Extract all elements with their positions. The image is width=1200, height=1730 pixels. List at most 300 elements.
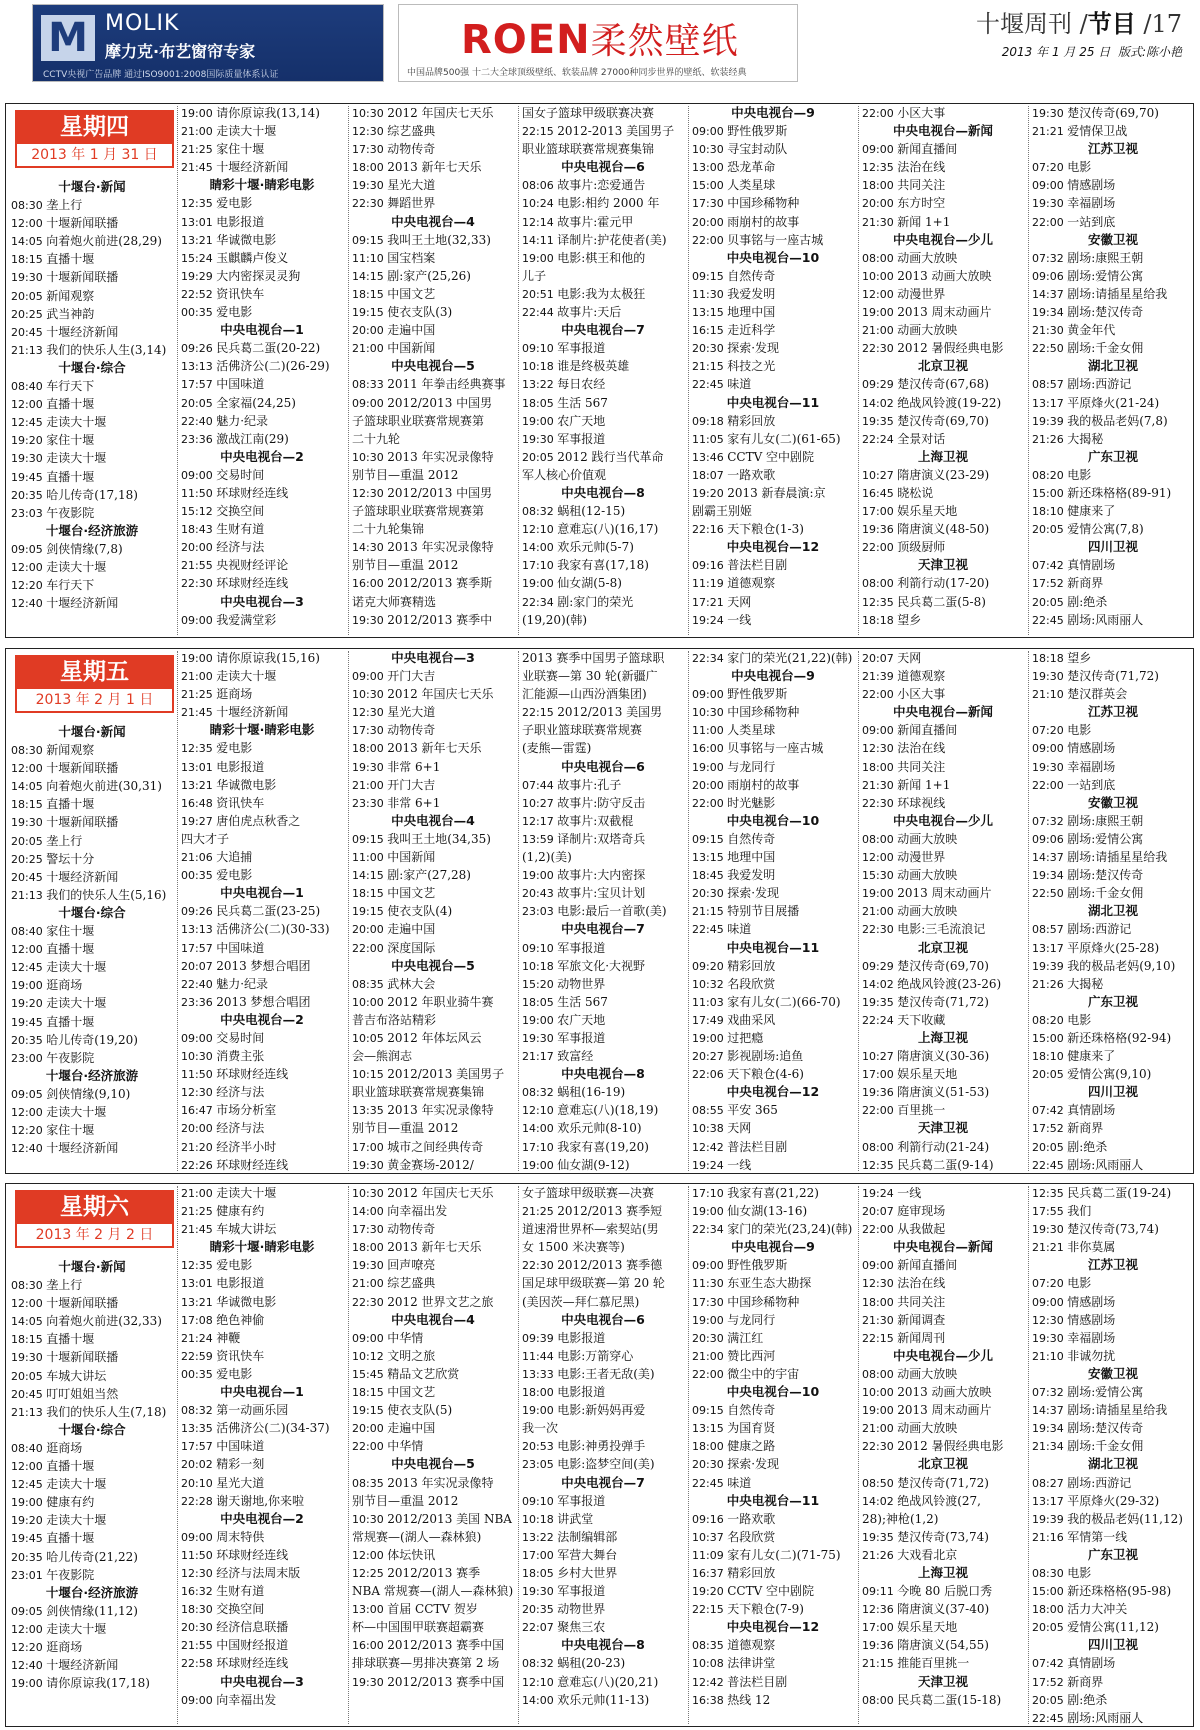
program-row (859, 412, 1027, 430)
program-title: 隋唐演义(48-50) (897, 522, 990, 537)
program-title: 女子篮球甲级联赛—决赛 (522, 1186, 655, 1200)
program-time: 17:57 (181, 941, 217, 955)
channel-heading: 中央电视台—11 (726, 1492, 820, 1508)
program-row (178, 739, 346, 757)
program-row (689, 1401, 857, 1419)
program-row (1029, 1101, 1197, 1119)
program-time: 13:21 (181, 778, 217, 792)
program-time: 17:30 (692, 197, 728, 211)
program-time: 13:15 (692, 306, 728, 320)
program-title: 我们的快乐人生(7,18) (46, 1404, 167, 1419)
program-row (1029, 285, 1197, 303)
program-time: 22:00 (1032, 215, 1068, 229)
program-title: 别节目—重温 2012 (352, 558, 459, 573)
program-title: 科技之光 (727, 359, 776, 374)
program-time: 12:35 (862, 1158, 898, 1172)
program-time: 20:30 (692, 887, 728, 901)
program-title: 家有儿女(二)(66-70) (727, 994, 841, 1009)
program-title: 新还珠格格(92-94) (1067, 1030, 1172, 1045)
program-time: 22:50 (1032, 887, 1068, 901)
program-row (349, 1065, 517, 1083)
program-row (8, 1529, 176, 1547)
program-time: 09:00 (1032, 742, 1068, 756)
program-time: 08:20 (1032, 1013, 1068, 1027)
program-title: 电影报道 (557, 1330, 606, 1345)
program-title: 2013 新春晨演:京 (727, 485, 826, 500)
program-row (8, 976, 176, 994)
program-row (519, 1047, 687, 1065)
program-time: 22:30 (862, 1440, 898, 1454)
program-row (519, 1347, 687, 1365)
program-time: 21:55 (181, 1639, 217, 1653)
program-row (519, 1618, 687, 1636)
program-time: 15:00 (692, 179, 728, 193)
program-title: 我一次 (522, 1421, 559, 1436)
program-time: 09:00 (862, 1259, 898, 1273)
program-time: 10:24 (522, 197, 558, 211)
program-title: 楚汉传奇(71,72) (897, 994, 989, 1009)
program-title: 小区大事 (897, 106, 946, 120)
program-row (1029, 339, 1197, 357)
day-name: 星期六 (60, 1193, 129, 1220)
program-time: 19:20 (692, 486, 728, 500)
program-time: 16:15 (692, 324, 728, 338)
program-title: 2012-2013 美国男子 (557, 124, 675, 139)
program-time: 23:05 (522, 1458, 558, 1472)
program-title: 精彩一刻 (216, 1457, 265, 1472)
program-title: 为国育贤 (727, 1421, 776, 1436)
program-time: 10:08 (692, 1657, 728, 1671)
program-title: 电影:新妈妈再爱 (557, 1403, 646, 1418)
program-time: 09:00 (862, 724, 898, 738)
program-row (519, 848, 687, 866)
program-row (178, 430, 346, 448)
program-time: 22:45 (692, 923, 728, 937)
program-time: 19:00 (692, 760, 728, 774)
program-title: 楚汉传奇(67,68) (897, 377, 989, 392)
program-title: 剧:绝杀 (1067, 1139, 1108, 1154)
program-row (689, 1202, 857, 1220)
program-time: 07:32 (1032, 251, 1068, 265)
program-time: 09:20 (692, 959, 728, 973)
molik-advertisement[interactable] (32, 4, 384, 82)
program-title: 逛商场 (46, 978, 83, 993)
program-time: 13:01 (181, 1277, 217, 1291)
program-title: 法治在线 (897, 1276, 946, 1291)
roen-tagline: 中国品牌500强 十二大全球顶级壁纸、软装品牌 27000种同步世界的壁纸、软装经典 (407, 68, 747, 78)
program-time: 10:18 (522, 360, 558, 374)
program-time: 19:24 (692, 613, 728, 627)
program-title: 舞蹈世界 (387, 196, 436, 211)
program-time: 19:00 (522, 251, 558, 265)
channel-heading: 中央电视台—11 (726, 394, 820, 410)
program-title: 幸福剧场 (1067, 196, 1116, 211)
channel-heading: 中央电视台—7 (561, 1474, 645, 1490)
channel-heading: 安徽卫视 (1087, 794, 1138, 810)
program-title: 精品文艺欣赏 (387, 1366, 460, 1381)
program-title: 2012/2013 美国 NBA (387, 1511, 512, 1526)
program-time: 19:35 (862, 1530, 898, 1544)
program-row (349, 122, 517, 140)
program-row (519, 176, 687, 194)
program-title: 电影:王者无敌(美) (557, 1366, 655, 1381)
program-row (8, 1439, 176, 1457)
program-time: 20:35 (522, 1603, 558, 1617)
program-time: 21:15 (692, 905, 728, 919)
program-row (689, 1156, 857, 1173)
schedule-column (349, 649, 517, 1173)
schedule-column (1029, 1184, 1197, 1726)
program-row (178, 1600, 346, 1618)
program-time: 12:00 (11, 1460, 47, 1474)
program-row (178, 394, 346, 412)
day-label (15, 110, 174, 168)
program-time: 21:26 (1032, 432, 1068, 446)
program-title: 经济与法 (216, 1085, 265, 1100)
program-time: 20:00 (181, 541, 217, 555)
program-time: 19:00 (522, 1013, 558, 1027)
program-time: 15:20 (522, 977, 558, 991)
program-row (689, 975, 857, 993)
molik-logo-icon: M (41, 15, 95, 61)
program-time: 19:34 (1032, 1422, 1068, 1436)
channel-heading: 湖北卫视 (1087, 1456, 1138, 1472)
program-title: 我叫王土地(34,35) (387, 831, 491, 846)
program-title: 向幸福出发 (387, 1204, 448, 1219)
program-row (689, 1311, 857, 1329)
program-time: 12:14 (522, 215, 558, 229)
program-title: 晓松说 (897, 485, 934, 500)
channel-heading: 十堰台·新闻 (58, 1259, 126, 1274)
program-row (349, 1673, 517, 1691)
program-row (1029, 1383, 1197, 1401)
program-row (178, 1202, 346, 1220)
program-time: 19:00 (522, 1404, 558, 1418)
program-row (178, 1119, 346, 1137)
program-time: 16:00 (692, 742, 728, 756)
program-time: 22:40 (181, 977, 217, 991)
program-time: 21:26 (1032, 977, 1068, 991)
program-title: 电影:棋王和他的 (557, 250, 646, 265)
program-title: 家有儿女(二)(61-65) (727, 431, 841, 446)
program-time: 10:30 (181, 1050, 217, 1064)
program-time: 20:07 (862, 652, 898, 665)
program-title: 剑侠情缘(9,10) (46, 1086, 131, 1101)
program-title: 剧:绝杀 (1067, 1692, 1108, 1707)
program-row (1029, 484, 1197, 502)
program-row (689, 1011, 857, 1029)
program-title: 2013 年实况录像特 (387, 449, 494, 464)
program-title: 非常 6+1 (387, 795, 441, 810)
program-row (689, 285, 857, 303)
program-title: 利箭行动(21-24) (897, 1139, 990, 1154)
program-time: 10:15 (352, 1068, 388, 1082)
program-title: 国足球甲级联赛—第 20 轮 (522, 1276, 665, 1291)
program-time: 09:05 (11, 1087, 47, 1101)
program-time: 18:00 (352, 742, 388, 756)
program-row (349, 848, 517, 866)
program-title: 2012/2013 赛季德 (557, 1258, 663, 1273)
program-title: 子职业篮球联赛常规赛 (522, 723, 643, 738)
program-row (349, 394, 517, 412)
program-title: 垄上行 (46, 833, 83, 848)
program-time: 08:33 (352, 378, 388, 392)
program-row (859, 1383, 1027, 1401)
program-row (519, 520, 687, 538)
program-title: 情感剧场 (1067, 741, 1116, 756)
program-title: 逛商场 (216, 687, 253, 702)
program-title: 军事报道 (557, 341, 606, 356)
program-title: 深度国际 (387, 940, 436, 955)
program-title: 剧场:爱情公寓 (1067, 1385, 1144, 1400)
program-row (1029, 776, 1197, 794)
program-time: 19:00 (11, 1496, 47, 1510)
program-row (8, 449, 176, 467)
program-title: 使衣支队(5) (387, 1403, 453, 1418)
program-row (859, 1492, 1027, 1510)
program-row (349, 104, 517, 122)
program-time: 14:11 (522, 233, 558, 247)
program-row (178, 574, 346, 592)
program-title: 新闻直播间 (897, 1258, 958, 1273)
program-row (519, 574, 687, 592)
program-row (1029, 1673, 1197, 1691)
program-title: 情感剧场 (1067, 1312, 1116, 1327)
program-time: 19:30 (1032, 1331, 1068, 1345)
program-row (178, 1184, 346, 1202)
channel-heading: 中央电视台—11 (726, 939, 820, 955)
program-row (1029, 1047, 1197, 1065)
program-time: 08:55 (692, 1104, 728, 1118)
channel-heading: 湖北卫视 (1087, 358, 1138, 374)
program-row (8, 922, 176, 940)
program-time: 21:24 (181, 1331, 217, 1345)
program-row (349, 538, 517, 556)
program-title: 新闻 1+1 (897, 214, 951, 229)
program-time: 19:15 (352, 1404, 388, 1418)
program-title: 健康来了 (1067, 504, 1116, 519)
program-title: 剧霸王别姬 (692, 504, 753, 519)
program-row (349, 140, 517, 158)
program-title: 味道 (727, 1475, 752, 1490)
program-time: 14:02 (862, 396, 898, 410)
program-title: 魅力·纪录 (216, 976, 269, 991)
program-time: 17:10 (522, 559, 558, 573)
program-title: 2013 年实况录像特 (387, 1103, 494, 1118)
program-title: 爱电影 (216, 741, 253, 756)
program-time: 10:30 (692, 706, 728, 720)
program-title: 电影:相约 2000 年 (557, 196, 660, 211)
program-time: 12:10 (522, 1675, 558, 1689)
program-time: 08:00 (862, 1140, 898, 1154)
column-divider (858, 1186, 859, 1724)
program-row (349, 1101, 517, 1119)
program-row (178, 830, 346, 848)
program-title: 走读大十堰 (46, 960, 107, 975)
program-title: 常规赛—(湖人—森林狼) (352, 1529, 482, 1544)
program-row (349, 721, 517, 739)
program-title: 剧场:西游记 (1067, 922, 1132, 937)
program-title: 剧场:请插星星给我 (1067, 286, 1168, 301)
program-row (519, 502, 687, 520)
program-row (859, 1156, 1027, 1173)
program-title: 幸福剧场 (1067, 1330, 1116, 1345)
program-title: 走读大十堰 (46, 1621, 107, 1636)
program-row (859, 213, 1027, 231)
program-row (8, 413, 176, 431)
program-row (519, 1600, 687, 1618)
program-title: 中国珍稀物种 (727, 705, 800, 720)
program-title: 午夜影院 (46, 1050, 95, 1065)
program-title: 2012/2013 美国男子 (387, 1067, 505, 1082)
program-row (8, 1620, 176, 1638)
program-title: 警坛十分 (46, 851, 95, 866)
channel-heading: 中央电视台—12 (726, 1084, 820, 1100)
program-time: 13:15 (692, 1422, 728, 1436)
program-time: 10:05 (352, 1031, 388, 1045)
program-title: 真情剧场 (1067, 1103, 1116, 1118)
day-date: 2013 年 2 月 1 日 (17, 689, 172, 711)
program-title: 剧场:楚汉传奇 (1067, 868, 1144, 883)
program-time: 19:45 (11, 470, 47, 484)
program-title: 民兵葛二蛋(9-14) (897, 1157, 994, 1172)
section-name: 节目 (1087, 9, 1136, 38)
program-row (519, 1238, 687, 1256)
program-time: 11:50 (181, 1068, 217, 1082)
program-row (519, 285, 687, 303)
program-time: 14:15 (352, 869, 388, 883)
program-time: 18:15 (11, 1333, 47, 1347)
program-row (1029, 1184, 1197, 1202)
program-time: 11:50 (181, 486, 217, 500)
column-divider (858, 651, 859, 1171)
program-time: 09:06 (1032, 832, 1068, 846)
program-time: 09:05 (11, 1604, 47, 1618)
column-divider (518, 1186, 519, 1724)
program-row (178, 140, 346, 158)
program-row (8, 1031, 176, 1049)
column-divider (858, 106, 859, 635)
program-row (519, 1256, 687, 1274)
program-title: 仙女湖(9-12) (557, 1157, 630, 1172)
program-time: 20:45 (11, 325, 47, 339)
program-row (349, 249, 517, 267)
program-time: 10:30 (692, 143, 728, 157)
program-title: 军事报道 (557, 431, 606, 446)
program-title: 楚汉传奇(69,70) (897, 958, 989, 973)
channel-heading: 江苏卫视 (1087, 704, 1138, 720)
program-title: 生活 567 (557, 395, 608, 410)
program-title: 向着炮火前进(32,33) (46, 1314, 162, 1329)
program-row (178, 556, 346, 574)
program-time: 19:00 (522, 577, 558, 591)
program-row (519, 957, 687, 975)
program-row (8, 994, 176, 1012)
program-row (859, 1101, 1027, 1119)
program-row (689, 1564, 857, 1582)
program-row (178, 213, 346, 231)
program-title: 请你原谅我(13,14) (216, 106, 320, 120)
program-time: 09:16 (692, 1512, 728, 1526)
program-row (349, 1600, 517, 1618)
program-title: 十堰新闻联播 (46, 761, 119, 776)
program-time: 13:13 (181, 923, 217, 937)
program-time: 08:32 (181, 1404, 217, 1418)
program-title: 我家有喜(17,18) (557, 558, 649, 573)
program-row (689, 1256, 857, 1274)
program-time: 12:35 (181, 197, 217, 211)
program-title: 直播十堰 (46, 797, 95, 812)
program-time: 08:30 (1032, 1566, 1068, 1580)
program-title: 蜗租(20-23) (557, 1656, 626, 1671)
program-row (349, 231, 517, 249)
program-time: 12:42 (692, 1140, 728, 1154)
program-row (178, 685, 346, 703)
program-title: 中国味道 (216, 377, 265, 392)
schedule-column (519, 649, 687, 1173)
program-time: 09:26 (181, 905, 217, 919)
program-time: 19:00 (11, 1677, 47, 1691)
program-title: 车城大讲坛 (216, 1222, 277, 1237)
program-title: 第一动画乐园 (216, 1403, 289, 1418)
program-title: 望乡 (897, 612, 922, 627)
program-row (178, 1474, 346, 1492)
program-row (8, 1457, 176, 1475)
program-title: 平原烽火(21-24) (1067, 395, 1160, 410)
program-title: 2012 年国庆七天乐 (387, 106, 494, 120)
roen-logo (461, 13, 739, 64)
program-time: 19:30 (352, 613, 388, 627)
channel-heading: 中央电视台—2 (220, 1011, 304, 1027)
program-row (349, 1184, 517, 1202)
program-title: 娱乐星天地 (897, 1620, 958, 1635)
program-time: 09:00 (181, 613, 217, 627)
program-time: 22:15 (522, 706, 558, 720)
program-time: 21:25 (181, 143, 217, 157)
program-time: 21:00 (352, 1277, 388, 1291)
program-time: 08:32 (522, 1657, 558, 1671)
program-row (689, 866, 857, 884)
program-row (859, 1600, 1027, 1618)
program-time: 12:20 (11, 1124, 47, 1138)
program-time: 22:30 (522, 1259, 558, 1273)
program-time: 10:30 (352, 1512, 388, 1526)
program-time: 22:16 (692, 523, 728, 537)
program-title: 一站到底 (1067, 777, 1116, 792)
program-row (349, 1220, 517, 1238)
roen-advertisement[interactable] (398, 4, 798, 82)
program-time: 19:29 (181, 269, 217, 283)
program-row (8, 850, 176, 868)
program-title: 农广天地 (557, 413, 606, 428)
program-row (859, 1510, 1027, 1528)
program-title: 名段欣赏 (727, 976, 776, 991)
program-row (689, 1329, 857, 1347)
program-title: 28);神枪(1,2) (862, 1511, 939, 1526)
program-time: 22:26 (181, 1158, 217, 1172)
program-title: 故事片:宝贝计划 (557, 886, 646, 901)
program-time: 21:45 (181, 161, 217, 175)
program-title: 大戏看北京 (897, 1547, 958, 1562)
program-time: 18:15 (11, 798, 47, 812)
program-title: 2013 周末动画片 (897, 305, 992, 320)
program-time: 22:30 (352, 1295, 388, 1309)
program-time: 20:02 (181, 1458, 217, 1472)
program-title: 译制片:护花使者(美) (557, 232, 667, 247)
program-row (1029, 1528, 1197, 1546)
program-time: 19:30 (1032, 107, 1068, 120)
program-title: 走读大十堰 (46, 996, 107, 1011)
